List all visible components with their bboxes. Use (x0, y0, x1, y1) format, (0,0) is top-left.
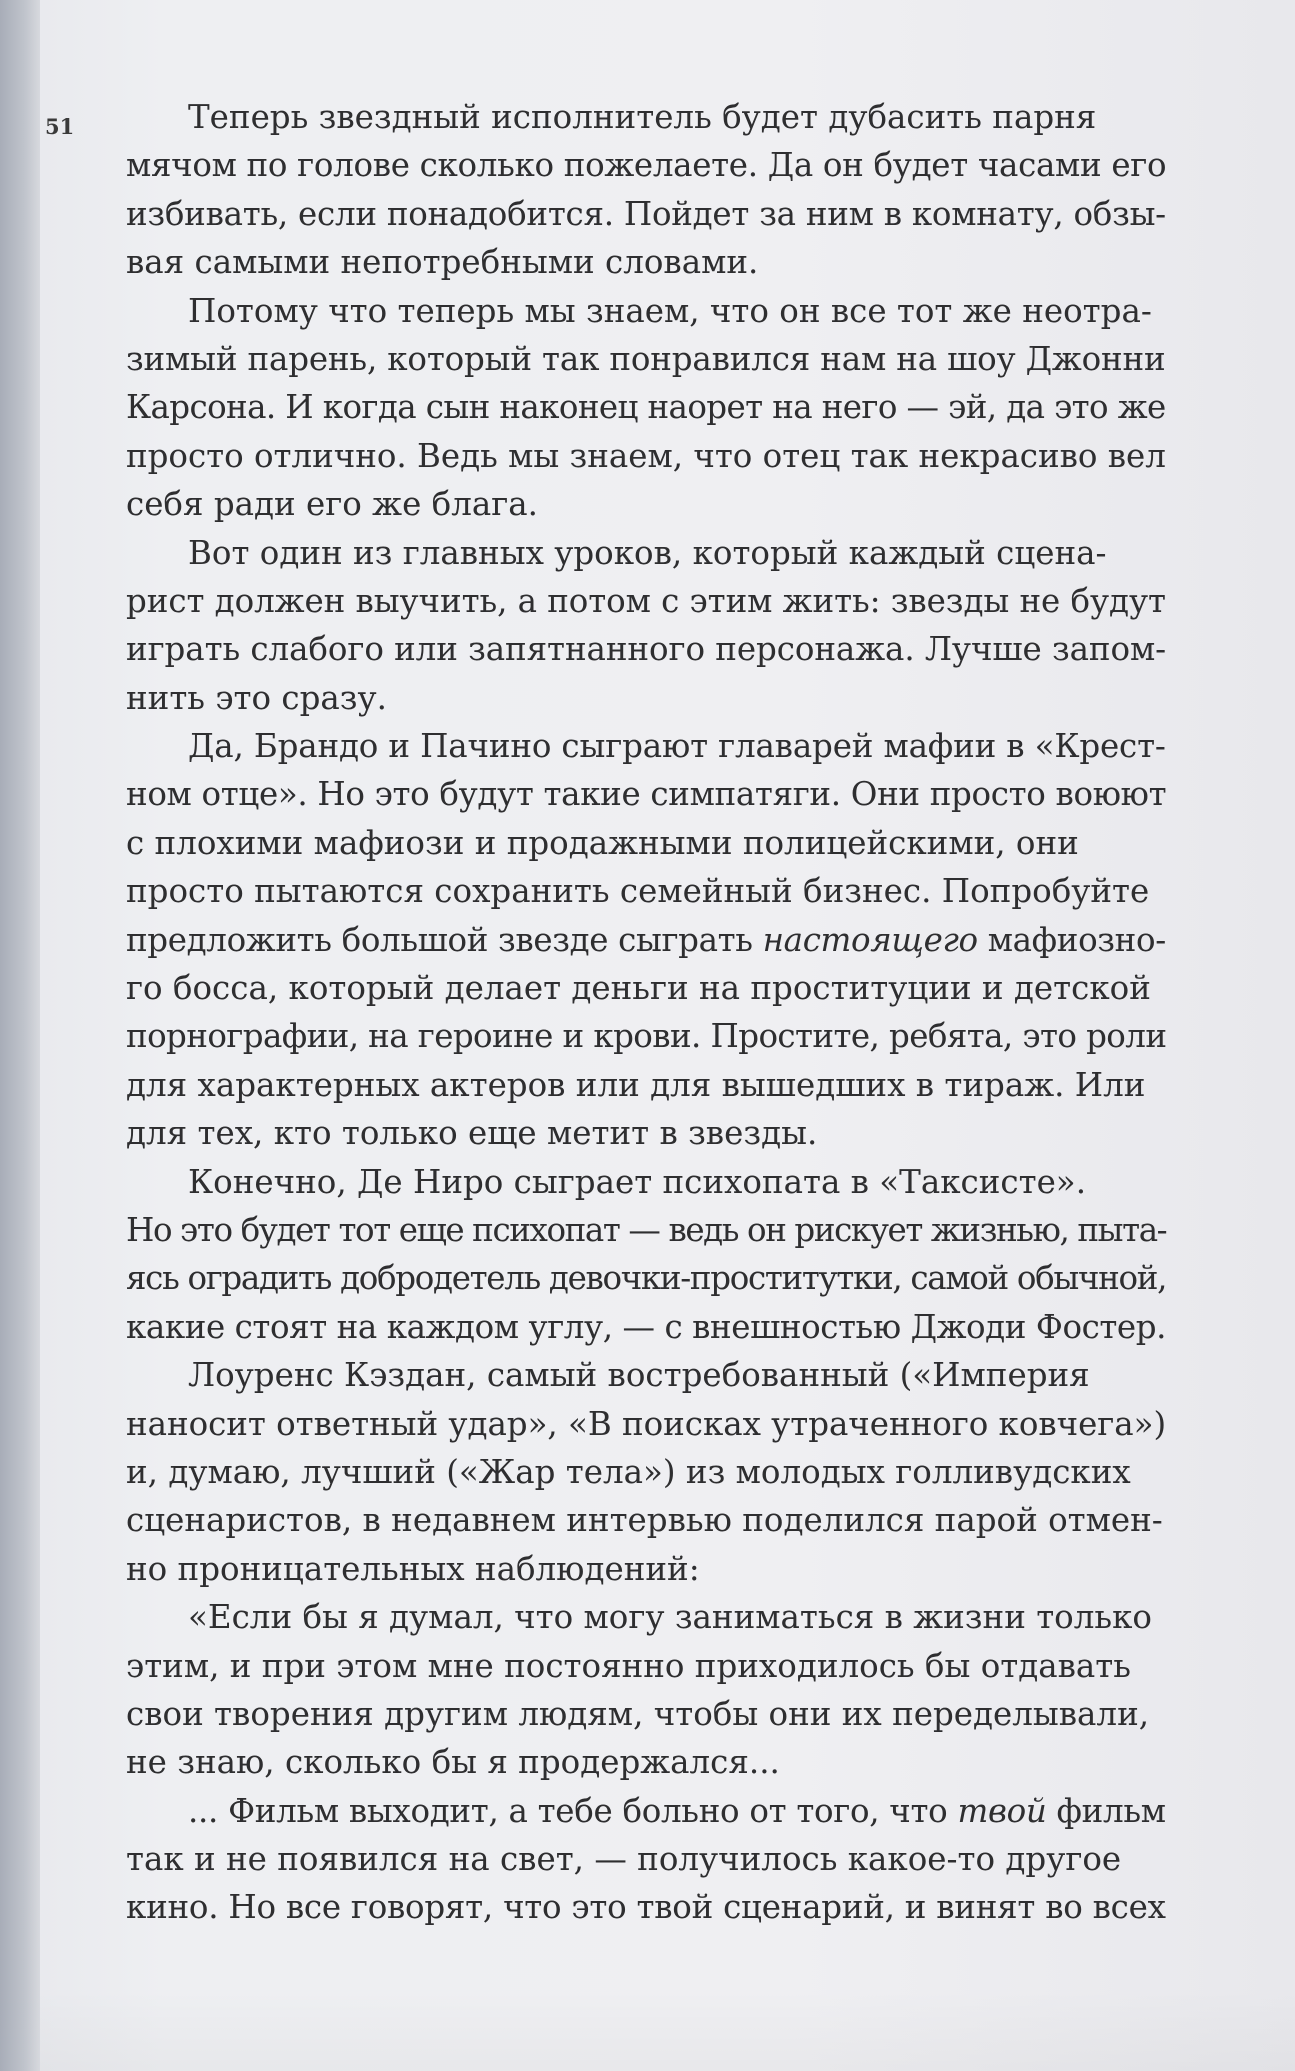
text-line: мячом по голове сколько пожелаете. Да он будет часами его (126, 146, 1167, 185)
text-line: ясь оградить добродетель девочки-проститутки, самой обычной, (126, 1259, 1167, 1298)
text-line: с плохими мафиози и продажными полицейскими, они (126, 823, 1079, 862)
text-line: какие стоят на каждом углу, — с внешностью Джоди Фостер. (126, 1307, 1166, 1346)
text-line: Лоуренс Кэздан, самый востребованный («Империя (188, 1356, 1090, 1395)
text-line: Потому что теперь мы знаем, что он все тот же неотра- (188, 291, 1152, 330)
text-line: го босса, который делает деньги на проституции и детской (126, 969, 1151, 1008)
text-line: ном отце». Но это будут такие симпатяги. Они просто воюют (126, 775, 1167, 814)
text-line: зимый парень, который так понравился нам на шоу Джонни (126, 339, 1166, 378)
text-line: для тех, кто только еще метит в звезды. (126, 1114, 818, 1153)
text-line: играть слабого или запятнанного персонажа. Лучше запом- (126, 630, 1167, 669)
text-line: Но это будет тот еще психопат — ведь он рискует жизнью, пыта- (126, 1210, 1167, 1249)
text-line: просто отлично. Ведь мы знаем, что отец так некрасиво вел (126, 436, 1166, 475)
text-line: и, думаю, лучший («Жар тела») из молодых голливудских (126, 1452, 1131, 1491)
text-line: сценаристов, в недавнем интервью поделился парой отмен- (126, 1501, 1163, 1540)
text-line: нить это сразу. (126, 678, 387, 717)
text-line (126, 1787, 1166, 1835)
italic-emphasis: твой (957, 1791, 1047, 1830)
text-segment: ... Фильм выходит, а тебе больно от того, что (188, 1791, 958, 1830)
text-line (126, 916, 1166, 964)
text-line: наносит ответный удар», «В поисках утраченного ковчега») (126, 1404, 1167, 1443)
text-line: «Если бы я думал, что могу заниматься в жизни только (188, 1598, 1152, 1637)
text-line: этим, и при этом мне постоянно приходилось бы отдавать (126, 1646, 1131, 1685)
text-line: но проницательных наблюдений: (126, 1549, 700, 1588)
page-bottom-shadow (40, 1990, 1295, 2071)
text-line: себя ради его же блага. (126, 485, 538, 524)
text-line: порнографии, на героине и крови. Простите, ребята, это роли (126, 1017, 1167, 1056)
book-spine-edge (0, 0, 40, 2071)
body-text (126, 93, 1166, 1932)
text-line: Вот один из главных уроков, который каждый сцена- (188, 533, 1107, 572)
text-line: рист должен выучить, а потом с этим жить: звезды не будут (126, 581, 1166, 620)
text-line: просто пытаются сохранить семейный бизнес. Попробуйте (126, 872, 1150, 911)
text-segment: фильм (1046, 1791, 1166, 1830)
italic-emphasis: настоящего (762, 920, 978, 959)
text-line: избивать, если понадобится. Пойдет за ним в комнату, обзы- (126, 194, 1166, 233)
text-line: для характерных актеров или для вышедших в тираж. Или (126, 1065, 1146, 1104)
text-segment: мафиозно- (977, 920, 1166, 959)
text-segment: предложить большой звезде сыграть (126, 920, 763, 959)
text-line: не знаю, сколько бы я продержался... (126, 1743, 780, 1782)
text-line: Карсона. И когда сын наконец наорет на него — эй, да это же (126, 388, 1166, 427)
text-line: Теперь звездный исполнитель будет дубасить парня (188, 98, 1097, 136)
text-line: так и не появился на свет, — получилось какое-то другое (126, 1840, 1122, 1879)
text-line: Конечно, Де Ниро сыграет психопата в «Таксисте». (188, 1162, 1087, 1201)
text-line: свои творения другим людям, чтобы они их переделывали, (126, 1694, 1150, 1733)
text-line: Да, Брандо и Пачино сыграют главарей мафии в «Крест- (188, 727, 1166, 766)
text-line: вая самыми непотребными словами. (126, 243, 759, 282)
page-number: 51 (45, 114, 75, 139)
text-line: кино. Но все говорят, что это твой сценарий, и винят во всех (126, 1888, 1166, 1927)
